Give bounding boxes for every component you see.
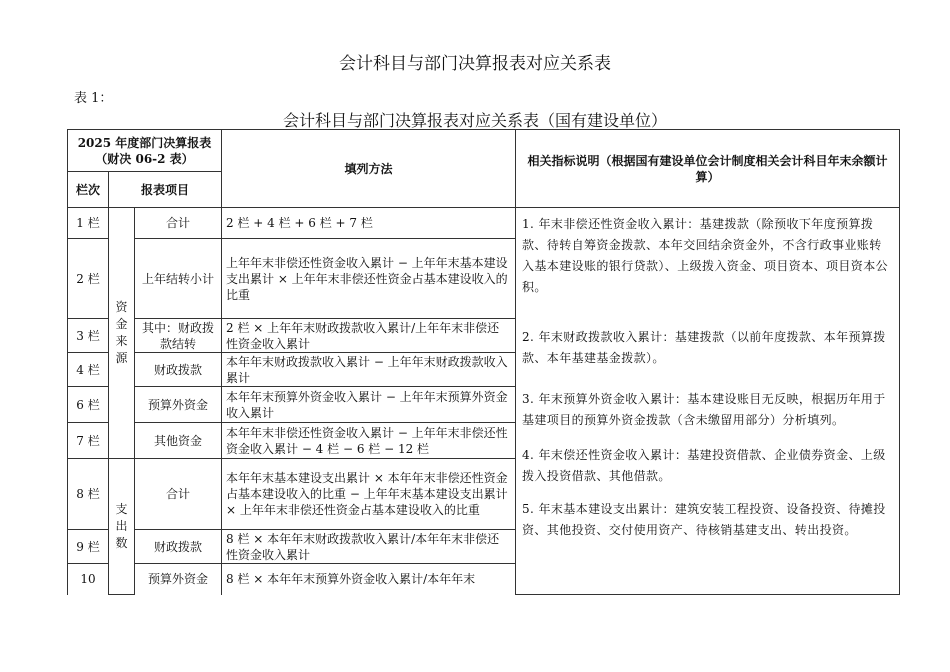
- row-lanci: 4 栏: [68, 353, 109, 387]
- row-lanci: 3 栏: [68, 319, 109, 353]
- row-method: 8 栏 × 本年年末预算外资金收入累计/本年年末: [222, 564, 516, 595]
- row-lanci: 7 栏: [68, 423, 109, 459]
- lanci-header: 栏次: [68, 172, 109, 208]
- row-lanci: 10: [68, 564, 109, 595]
- row-item: 其他资金: [135, 423, 222, 459]
- table-label: 表 1：: [74, 91, 113, 106]
- group-expense: [109, 459, 135, 595]
- item-header: 报表项目: [109, 172, 222, 208]
- row-item: 其中：财政拨款结转: [135, 319, 222, 353]
- row-item: 预算外资金: [135, 564, 222, 595]
- note-item: 2. 年末财政拨款收入累计：基建拨款（以前年度拨款、本年预算拨款、本年基建基金拨款）。: [522, 330, 886, 365]
- row-item: 合计: [135, 208, 222, 239]
- row-lanci: 2 栏: [68, 239, 109, 319]
- document-title: 会计科目与部门决算报表对应关系表: [339, 54, 611, 74]
- note-item: 5. 年末基本建设支出累计：建筑安装工程投资、设备投资、待摊投资、其他投资、交付使用资产、待核销基建支出、转出投资。: [522, 502, 886, 537]
- mapping-table: [67, 129, 900, 595]
- header-row: [68, 130, 900, 172]
- row-method: 本年年末财政拨款收入累计 − 上年年末财政拨款收入累计: [222, 353, 516, 387]
- row-item: 预算外资金: [135, 387, 222, 423]
- row-lanci: 8 栏: [68, 459, 109, 530]
- row-method: 本年年末非偿还性资金收入累计 − 上年年末非偿还性资金收入累计 − 4 栏 − 6 栏 − 12 栏: [222, 423, 516, 459]
- group-expense-label: 支出数: [115, 502, 128, 550]
- row-method: 本年年末基本建设支出累计 × 本年年末非偿还性资金占基本建设收入的比重 − 上年年末基本建设支出累计 × 上年年末非偿还性资金占基本建设收入的比重: [222, 459, 516, 530]
- note-item: 4. 年末偿还性资金收入累计：基建投资借款、企业债券资金、上级拨入投资借款、其他借款。: [522, 448, 886, 483]
- row-method: 本年年末预算外资金收入累计 − 上年年末预算外资金收入累计: [222, 387, 516, 423]
- row-method: 2 栏 × 上年年末财政拨款收入累计/上年年末非偿还性资金收入累计: [222, 319, 516, 353]
- note-item: 3. 年末预算外资金收入累计：基本建设账目无反映，根据历年用于基建项目的预算外资金拨款（含未缴留用部分）分析填列。: [522, 392, 886, 427]
- notes-header: 相关指标说明（根据国有建设单位会计制度相关会计科目年末余额计算）: [516, 130, 900, 208]
- table-title: 会计科目与部门决算报表对应关系表（国有建设单位）: [282, 111, 667, 130]
- row-method: 上年年末非偿还性资金收入累计 − 上年年末基本建设支出累计 × 上年年末非偿还性资金占基本建设收入的比重: [222, 239, 516, 319]
- row-method: 2 栏 + 4 栏 + 6 栏 + 7 栏: [222, 208, 516, 239]
- note-item: 1. 年末非偿还性资金收入累计：基建拨款（除预收下年度预算拨款、待转自筹资金拨款、本年交回结余资金外，不含行政事业账转入基本建设账的银行贷款）、上级拨入资金、项目资本、项目资本公积。: [522, 217, 889, 294]
- row-lanci: 9 栏: [68, 530, 109, 564]
- group-source: [109, 208, 135, 459]
- report-header: 2025 年度部门决算报表（财决 06-2 表）: [68, 130, 222, 172]
- row-item: 财政拨款: [135, 353, 222, 387]
- row-item: 上年结转小计: [135, 239, 222, 319]
- group-source-label: 资金来源: [115, 300, 128, 365]
- row-lanci: 6 栏: [68, 387, 109, 423]
- notes-cell: [516, 208, 900, 595]
- row-item: 财政拨款: [135, 530, 222, 564]
- method-header: 填列方法: [222, 130, 516, 208]
- row-lanci: 1 栏: [68, 208, 109, 239]
- table-row: [68, 208, 900, 239]
- row-item: 合计: [135, 459, 222, 530]
- row-method: 8 栏 × 本年年末财政拨款收入累计/本年年末非偿还性资金收入累计: [222, 530, 516, 564]
